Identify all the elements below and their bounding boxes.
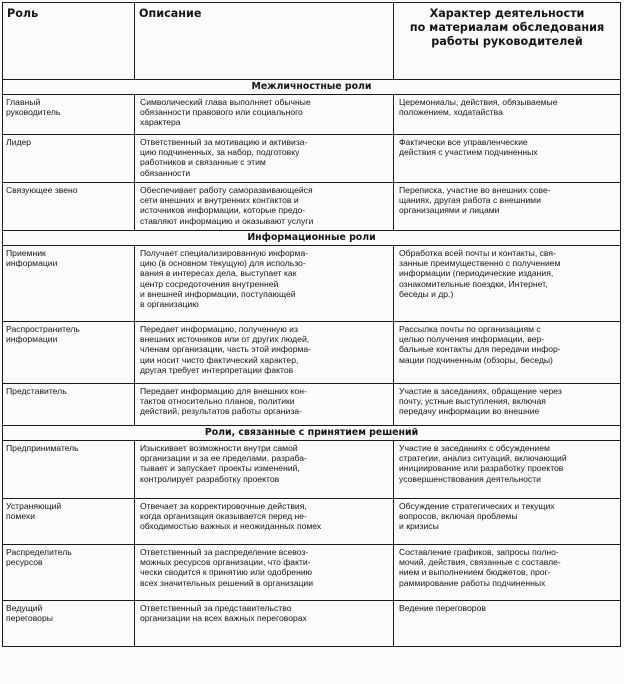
- description-cell: Символический глава выполняет обычные обязанности правового или социального характера: [135, 95, 394, 135]
- activity-cell: Церемониалы, действия, обязываемые положением, ходатайства: [394, 95, 621, 135]
- table-row: [3, 322, 621, 384]
- description-cell: Обеспечивает работу саморазвивающейся сети внешних и внутренних контактов и источников информации, которые предо- ставляют информацию и оказывают услуги: [135, 183, 394, 231]
- activity-cell: Обсуждение стратегических и текущих вопросов, включая проблемы и кризисы: [394, 499, 621, 545]
- section-title: Информационные роли: [3, 231, 621, 246]
- section-title: Роли, связанные с принятием решений: [3, 426, 621, 441]
- role-cell: Представитель: [3, 384, 135, 426]
- description-cell: Ответственный за распределение всевоз- можных ресурсов организации, что факти- чески сводится к принятию или одобрению всех значительных решений в организации: [135, 545, 394, 601]
- role-cell: Устраняющий помехи: [3, 499, 135, 545]
- header-role: Роль: [3, 3, 135, 80]
- table-row: [3, 601, 621, 647]
- section-title: Межличностные роли: [3, 80, 621, 95]
- activity-cell: Рассылка почты по организациям с целью получения информации, вер- бальные контакты для передачи инфор- мации подчиненным (обзоры, беседы): [394, 322, 621, 384]
- activity-cell: Участие в заседаниях с обсуждением стратегии, анализ ситуаций, включающий инициирование или разработку проектов усовершенствования деятельности: [394, 441, 621, 499]
- table-row: [3, 441, 621, 499]
- role-cell: Распространитель информации: [3, 322, 135, 384]
- role-cell: Распределитель ресурсов: [3, 545, 135, 601]
- activity-cell: Переписка, участие во внешних сове- щаниях, другая работа с внешними организациями и лицами: [394, 183, 621, 231]
- table-row: [3, 95, 621, 135]
- description-cell: Ответственный за мотивацию и активиза- цию подчиненных, за набор, подготовку работников и связанные с этим обязанности: [135, 135, 394, 183]
- header-description: Описание: [135, 3, 394, 80]
- description-cell: Ответственный за представительство организации на всех важных переговорах: [135, 601, 394, 647]
- table-row: [3, 384, 621, 426]
- table-row: [3, 499, 621, 545]
- header-activity: Характер деятельности по материалам обследования работы руководителей: [394, 3, 621, 80]
- activity-cell: Ведение переговоров: [394, 601, 621, 647]
- activity-cell: Составление графиков, запросы полно- мочий, действия, связанные с составле- нием и выполнением бюджетов, прог- раммирование работы подчиненных: [394, 545, 621, 601]
- role-cell: Связующее звено: [3, 183, 135, 231]
- role-cell: Главный руководитель: [3, 95, 135, 135]
- role-cell: Лидер: [3, 135, 135, 183]
- description-cell: Получает специализированную информа- цию (в основном текущую) для использо- вания в интересах дела, выступает как центр сосредоточения внутренней и внешней информации, поступающей в организацию: [135, 246, 394, 322]
- role-cell: Приемник информации: [3, 246, 135, 322]
- role-cell: Ведущий переговоры: [3, 601, 135, 647]
- description-cell: Передает информацию, полученную из внешних источников или от других людей, членам организации, часть этой информа- ции носит чисто фактический характер, другая требует интерпретации фактов: [135, 322, 394, 384]
- table-row: [3, 135, 621, 183]
- section-row: [3, 231, 621, 246]
- description-cell: Передает информацию для внешних кон- тактов относительно планов, политики действий, результатов работы организа-: [135, 384, 394, 426]
- activity-cell: Фактически все управленческие действия с участием подчиненных: [394, 135, 621, 183]
- section-row: [3, 426, 621, 441]
- activity-cell: Обработка всей почты и контакты, свя- занные преимущественно с получением информации (периодические издания, ознакомительные поездки, Интернет, беседы и др.): [394, 246, 621, 322]
- description-cell: Отвечает за корректировочные действия, когда организация оказывается перед не- обходимостью важных и неожиданных помех: [135, 499, 394, 545]
- activity-cell: Участие в заседаниях, обращение через почту, устные выступления, включая передачу информации во внешние: [394, 384, 621, 426]
- roles-table: [2, 2, 621, 647]
- table-row: [3, 246, 621, 322]
- role-cell: Предприниматель: [3, 441, 135, 499]
- description-cell: Изыскивает возможности внутри самой организации и за ее пределами, разраба- тывает и запускает проекты изменений, контролирует разработку проектов: [135, 441, 394, 499]
- header-row: [3, 3, 621, 80]
- section-row: [3, 80, 621, 95]
- table-row: [3, 545, 621, 601]
- table-row: [3, 183, 621, 231]
